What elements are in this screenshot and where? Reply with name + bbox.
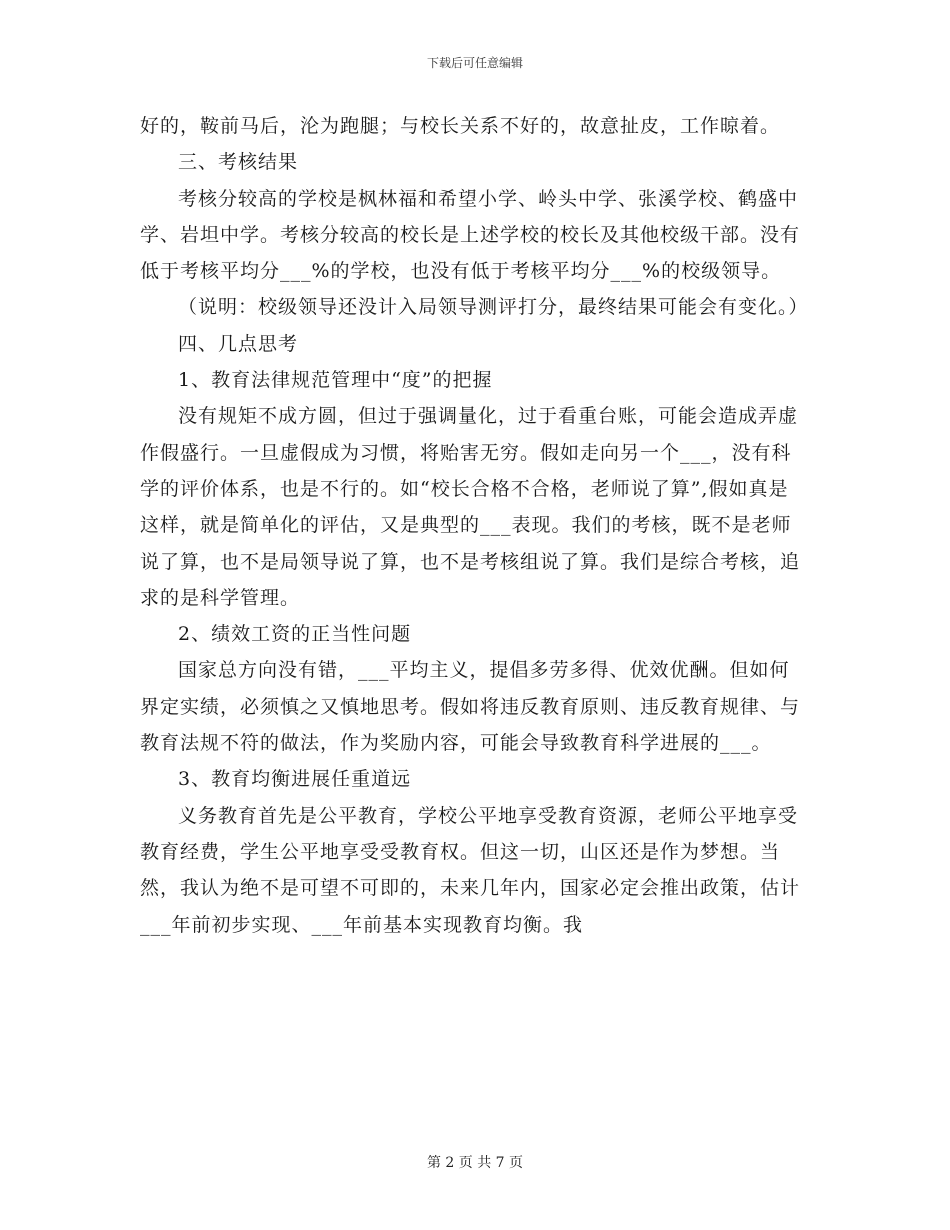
paragraph: 好的，鞍前马后，沦为跑腿；与校长关系不好的，故意扯皮，工作晾着。 (140, 115, 781, 137)
paragraph: 国家总方向没有错，___平均主义，提倡多劳多得、优效优酬。但如何界定实绩，必须慎之又慎地思考。假如将违反教育原则、违反教育规律、与教育法规不符的做法，作为奖励内容，可能会导致教育科学进展的___。 (140, 659, 801, 755)
subsection-heading: 1、教育法律规范管理中“度”的把握 (178, 369, 493, 392)
paragraph: （说明：校级领导还没计入局领导测评打分，最终结果可能会有变化。） (178, 296, 809, 319)
page-header: 下载后可任意编辑 (426, 56, 523, 70)
document-body (140, 108, 808, 943)
subsection-heading: 2、绩效工资的正当性问题 (178, 623, 412, 646)
section-heading: 四、几点思考 (178, 332, 299, 355)
subsection-heading: 3、教育均衡进展任重道远 (178, 768, 412, 791)
paragraph: 义务教育首先是公平教育，学校公平地享受教育资源，老师公平地享受教育经费，学生公平地享受受教育权。但这一切，山区还是作为梦想。当然，我认为绝不是可望不可即的，未来几年内，国家必定会推出政策，估计___年前初步实现、___年前基本实现教育均衡。我 (140, 804, 801, 936)
section-heading: 三、考核结果 (178, 151, 299, 174)
paragraph: 没有规矩不成方圆，但过于强调量化，过于看重台账，可能会造成弄虚作假盛行。一旦虚假成为习惯，将贻害无穷。假如走向另一个___，没有科学的评价体系，也是不行的。如“校长合格不合格，老师说了算”,假如真是这样，就是简单化的评估，又是典型的___表现。我们的考核，既不是老师说了算，也不是局领导说了算，也不是考核组说了算。我们是综合考核，追求的是科学管理。 (140, 405, 801, 609)
paragraph: 考核分较高的学校是枫林福和希望小学、岭头中学、张溪学校、鹤盛中学、岩坦中学。考核分较高的校长是上述学校的校长及其他校级干部。没有低于考核平均分___%的学校，也没有低于考核平均分___%的校级领导。 (140, 187, 801, 283)
page-number: 第 2 页 共 7 页 (426, 1155, 524, 1171)
